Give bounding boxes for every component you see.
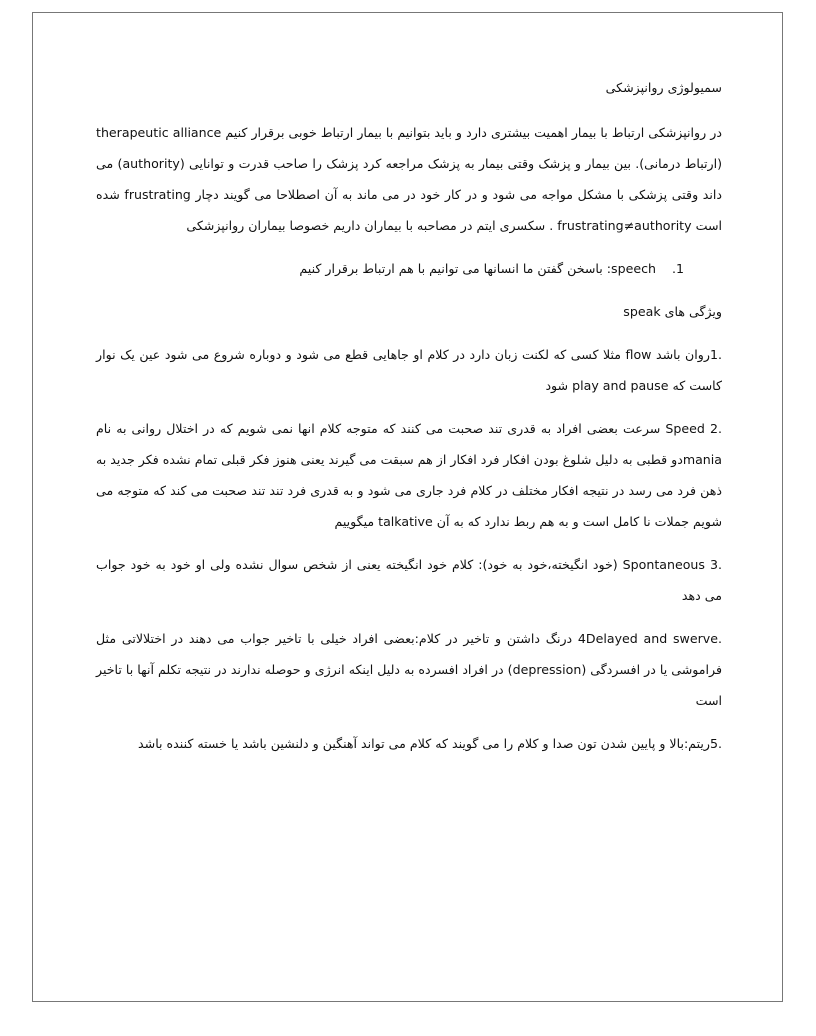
feature-paragraph-speed: .2 Speed سرعت بعضی افراد به قدری تند صحبت می کنند که متوجه کلام انها نمی شویم که در اختلال روانی به نام maniaدو قطبی به دلیل شلوغ بودن افکار فرد افکار از هم سبقت می گیرند یعنی هنوز فکر قبلی تمام نشده فکر جدید به ذهن فرد می رسد در نتیجه افکار مختلف در کلام فرد جاری می شود و به قدری فرد تند تند صحبت می کند که متوجه می شویم جملات نا کامل است و به هم ربط ندارد که به آن talkative میگوییم — [96, 421, 722, 529]
feature-paragraph-flow: .1روان باشد flow مثلا کسی که لکنت زبان دارد در کلام او جاهایی قطع می شود و دوباره شروع می شود عین یک نوار کاست که play and pause شود — [96, 347, 722, 393]
list-item-speech — [96, 253, 722, 284]
feature-paragraph-rhythm: .5ریتم:بالا و پایین شدن تون صدا و کلام را می گویند که کلام می تواند آهنگین و دلنشین باشد یا خسته کننده باشد — [138, 736, 722, 751]
list-number: 1. — [671, 261, 684, 276]
document-body — [96, 72, 722, 771]
feature-paragraph-spontaneous: .3 Spontaneous (خود انگیخته،خود به خود): کلام خود انگیخته یعنی از شخص سوال نشده ولی او خود به خود جواب می دهد — [96, 557, 722, 603]
features-heading: ویژگی های speak — [623, 304, 722, 319]
intro-paragraph: در روانپزشکی ارتباط با بیمار اهمیت بیشتری دارد و باید بتوانیم با بیمار ارتباط خوبی برقرار کنیم therapeutic alliance (ارتباط درمانی). بین بیمار و پزشک وقتی بیمار به پزشک مراجعه کرد پزشک را صاحب قدرت و توانایی (authority) می داند وقتی پزشکی با مشکل مواجه می شود و در کار خود در می ماند به آن اصطلاحا می گویند دچار frustrating شده است frustrating≠authority . سکسری ایتم در مصاحبه با بیماران داریم خصوصا بیماران روانپزشکی — [96, 125, 723, 233]
list-item-text: speech: باسخن گفتن ما انسانها می توانیم با هم ارتباط برقرار کنیم — [299, 261, 656, 276]
feature-paragraph-delayed: .4Delayed and swerve درنگ داشتن و تاخیر در کلام:بعضی افراد خیلی با تاخیر جواب می دهند در اختلالاتی مثل فراموشی یا در افسردگی (depression) در افراد افسرده به دلیل اینکه انرژی و حوصله ندارند در نتیجه تکلم آنها با تاخیر است — [96, 631, 723, 708]
document-title: سمیولوژی روانپزشکی — [605, 80, 722, 95]
